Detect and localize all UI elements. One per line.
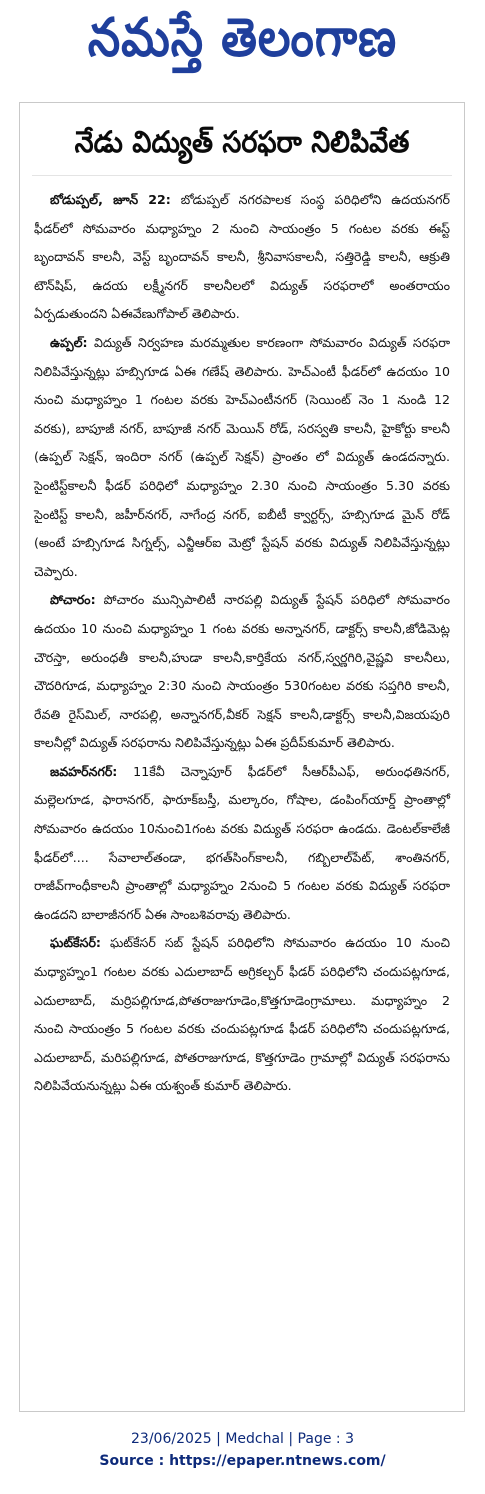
newspaper-logo: నమస్తే తెలంగాణ: [87, 6, 398, 69]
dateline: జవహర్‌నగర్:: [50, 763, 118, 779]
dateline: బోడుప్పల్, జూన్ 22:: [50, 192, 171, 207]
article-headline: నేడు విద్యుత్ సరఫరా నిలిపివేత: [74, 125, 410, 160]
paragraph-text: బోడుప్పల్ నగరపాలక సంస్థ పరిధిలోని ఉదయనగర్ ఫీడర్‌లో సోమవారం మధ్యాహ్నం 2 నుంచి సాయంత్రం 5 గంటల వరకు ఈస్ట్ బృందావన్ కాలనీ, వెస్ట్ బృందావన్ కాలనీ, శ్రీనివాసకాలనీ, సత్తిరెడ్డి కాలనీ, ఆక్రుతి టౌన్‌షిప్, ఉదయ లక్ష్మీనగర్ కాలనీలలో విద్యుత్ సరఫరాలో అంతరాయం ఏర్పడుతుందని ఏఈవేణుగోపాల్ తెలిపారు.: [34, 192, 450, 322]
paragraph-text: పోచారం మున్సిపాలిటీ నారపల్లి విద్యుత్ స్టేషన్ పరిధిలో సోమవారం ఉదయం 10 నుంచి మధ్యాహ్నం 1 గంట వరకు అన్నానగర్, డాక్టర్స్ కాలనీ,జోడిమెట్ల చౌరస్తా, అరుంధతీ కాలనీ,హుడా కాలనీ,కార్తికేయ నగర్,స్వర్ణగిరి,వైష్ణవి కాలనీలు, చౌదరిగూడ, మధ్యాహ్నం 2:30 నుంచి సాయంత్రం 530గంటల వరకు సప్తగిరి కాలనీ, రేవతి రైస్‌మిల్, నారపల్లి, అన్నానగర్,వీకర్ సెక్షన్ కాలనీ,డాక్టర్స్ కాలనీ,విజయపురి కాలనీల్లో విద్యుత్ సరఫరాను నిలిపివేస్తున్నట్లు ఏఈ ప్రదీప్‌కుమార్ తెలిపారు.: [34, 592, 450, 751]
source-link[interactable]: Source : https://epaper.ntnews.com/: [99, 1453, 386, 1469]
paragraph-text: విద్యుత్ నిర్వహణ మరమ్మతుల కారణంగా సోమవారం విద్యుత్ సరఫరా నిలిపివేస్తున్నట్లు హబ్సిగూడ ఏఈ గణేష్ తెలిపారు. హెచ్‌ఎంటీ ఫీడర్‌లో ఉదయం 10 నుంచి మధ్యాహ్నం 1 గంటల వరకు హెచ్‌ఎంటీనగర్ (సెయింట్ నెం 1 నుండి 12 వరకు), బాపూజీ నగర్, బాపూజీ నగర్ మెయిన్ రోడ్, సరస్వతి కాలనీ, హైకోర్టు కాలనీ (ఉప్పల్ సెక్షన్, ఇందిరా నగర్ (ఉప్పల్ సెక్షన్) ప్రాంతం లో విద్యుత్ ఉండదన్నారు. సైంటిస్ట్‌కాలనీ ఫీడర్ పరిధిలో మధ్యాహ్నం 2.30 నుంచి సాయంత్రం 5.30 వరకు సైంటిస్ట్ కాలనీ, జహీర్‌నగర్, నాగేంద్ర నగర్, ఐబీటీ క్వార్టర్స్, హబ్సిగూడ మైన్ రోడ్ (అంటే హబ్సిగూడ సిగ్నల్స్, ఎన్జీఆర్ఐ మెట్రో స్టేషన్ వరకు విద్యుత్ నిలిపివేస్తున్నట్లు చెప్పారు.: [34, 334, 450, 579]
dateline: ఉప్పల్:: [50, 334, 88, 350]
paragraph-text: 11కేవీ చెన్నాపూర్ ఫీడర్‌లో సీఆర్‌పీఎఫ్, అరుంధతినగర్, మల్లెలగూడ, ఫారానగర్, ఫారూక్‌బస్తీ, మల్కారం, గోషాల, డంపింగ్‌యార్డ్ ప్రాంతాల్లో సోమవారం ఉదయం 10నుంచి1గంట వరకు విద్యుత్ సరఫరా ఉండదు. డెంటల్‌కాలేజీ ఫీడర్‌లో.... సేవాలాల్‌తండా, భగత్‌సింగ్‌కాలనీ, గబ్బిలాల్‌పేట్, శాంతినగర్, రాజీవ్‌గాంధీకాలనీ ప్రాంతాల్లో మధ్యాహ్నం 2నుంచి 5 గంటల వరకు విద్యుత్ సరఫరా ఉండదని బాలాజీనగర్ ఏఈ సాంబశివరావు తెలిపారు.: [34, 763, 450, 922]
dateline: ఘట్‌కేసర్:: [50, 935, 101, 951]
paragraph-ghatkesar: [34, 929, 450, 1101]
page-footer: [0, 1428, 485, 1472]
article-clipping: [19, 102, 465, 1412]
paragraph-uppal: [34, 329, 450, 586]
headline-divider: [32, 175, 452, 176]
masthead: [0, 0, 485, 88]
edition-meta: 23/06/2025 | Medchal | Page : 3: [131, 1431, 354, 1447]
article-body: [34, 186, 450, 1101]
paragraph-jawaharnagar: [34, 758, 450, 930]
paragraph-pocharam: [34, 586, 450, 758]
paragraph-boduppal: [34, 186, 450, 329]
paragraph-text: ఘట్‌కేసర్ సబ్ స్టేషన్ పరిధిలోని సోమవారం ఉదయం 10 నుంచి మధ్యాహ్నం1 గంటల వరకు ఎదులాబాద్ అగ్రికల్చర్ ఫీడర్ పరిధిలోని చందుపట్లగూడ, ఎదులాబాద్, మర్రిపల్లిగూడ,పోతరాజుగూడెం,కొత్తగూడెంగ్రామాలు. మధ్యాహ్నం 2 నుంచి సాయంత్రం 5 గంటల వరకు చందుపట్లగూడ ఫీడర్ పరిధిలోని చందుపట్లగూడ, ఎదులాబాద్, మరిపల్లిగూడ, పోతరాజుగూడ, కొత్తగూడెం గ్రామాల్లో విద్యుత్ సరఫరాను నిలిపివేయనున్నట్లు ఏఈ యశ్వంత్ కుమార్ తెలిపారు.: [34, 935, 450, 1094]
dateline: పోచారం:: [50, 592, 96, 608]
